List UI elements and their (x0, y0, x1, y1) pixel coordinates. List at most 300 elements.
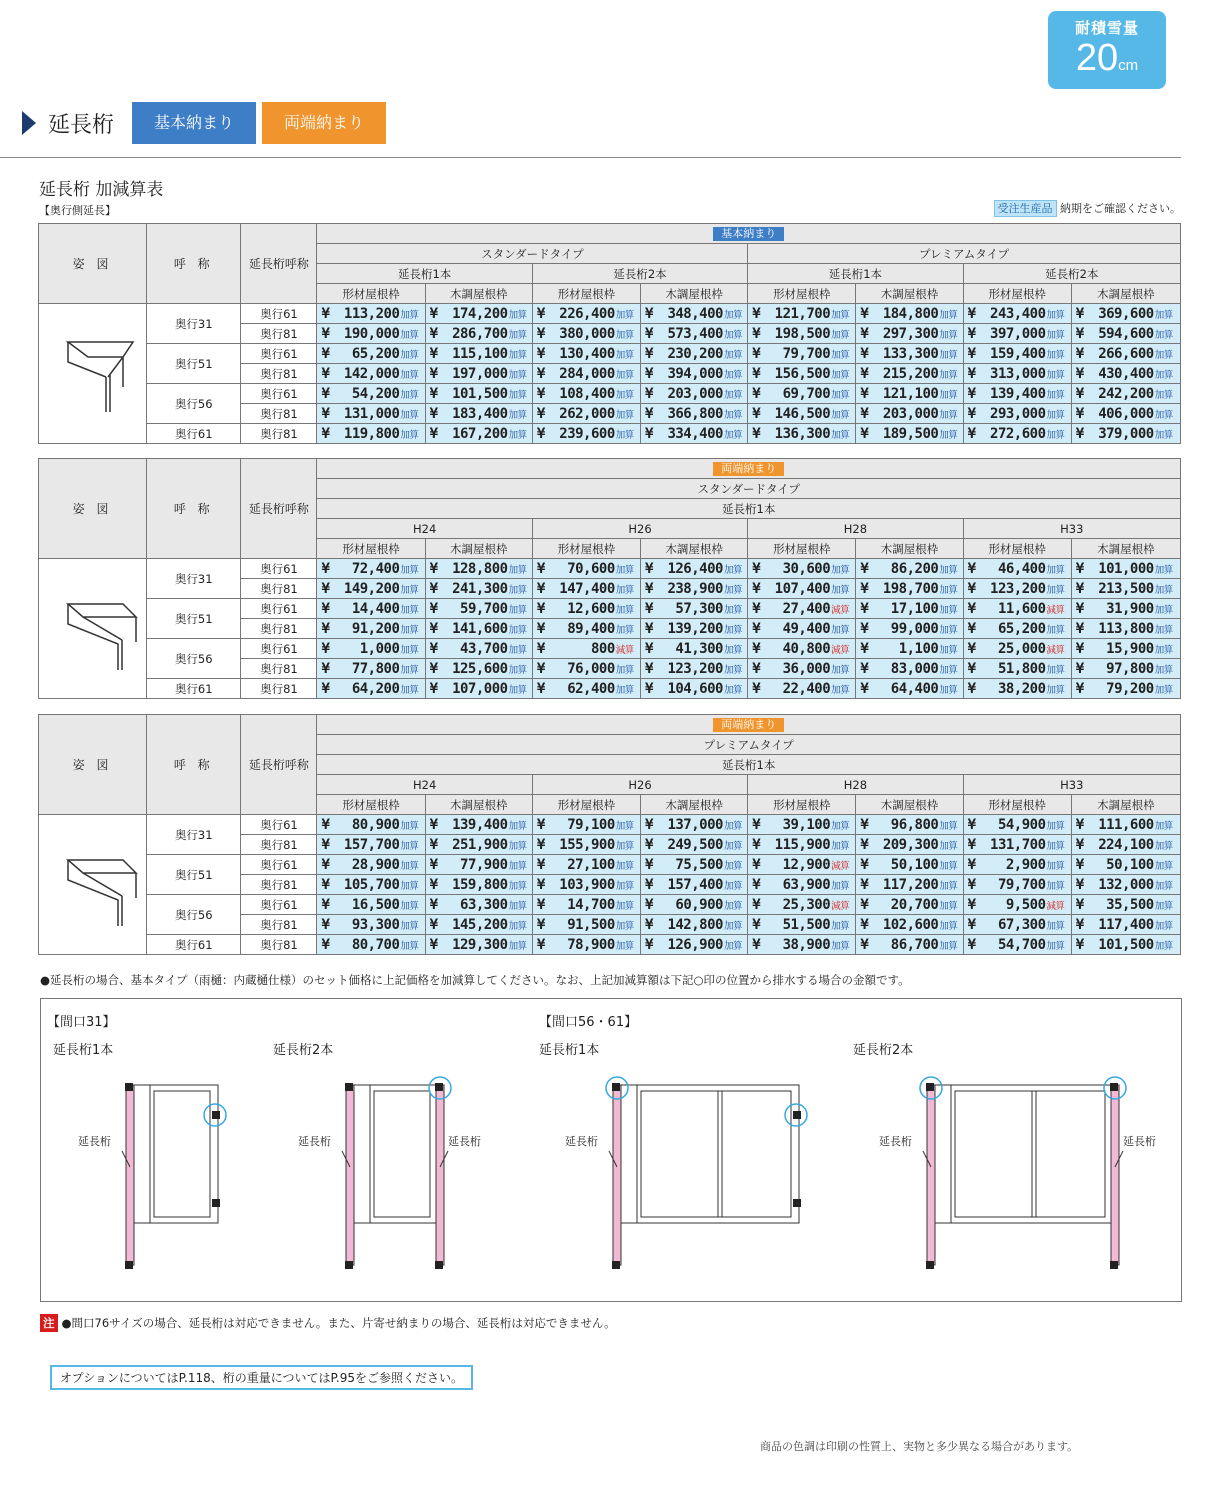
plus-label: 加算 (1046, 664, 1065, 676)
beam-label: 延長桁 (78, 1135, 111, 1148)
table-row (39, 855, 1181, 875)
price-cell (748, 579, 856, 599)
price-value: 183,400 (452, 405, 508, 422)
price-value: 14,400 (351, 600, 400, 617)
drain-diagram-box (40, 998, 1182, 1302)
plus-label: 加算 (400, 644, 419, 656)
yen-sign: ¥ (536, 345, 545, 362)
yen-sign: ¥ (645, 365, 653, 382)
yen-sign: ¥ (321, 325, 330, 342)
plus-label: 加算 (1046, 309, 1065, 321)
price-cell (748, 679, 856, 699)
price-cell (856, 915, 963, 935)
plus-label: 加算 (1154, 564, 1173, 576)
price-cell (963, 855, 1071, 875)
price-cell (425, 579, 532, 599)
yen-sign: ¥ (1075, 345, 1084, 362)
price-cell (748, 619, 856, 639)
plus-label: 加算 (400, 840, 419, 852)
price-cell (1071, 679, 1180, 699)
plus-label: 加算 (615, 349, 634, 361)
plus-label: 加算 (939, 584, 958, 596)
plus-label: 加算 (400, 900, 419, 912)
price-value: 54,200 (351, 385, 400, 402)
price-value: 41,300 (675, 640, 723, 657)
price-cell (532, 324, 640, 344)
price-value: 573,400 (667, 325, 723, 342)
beam-name: 奥行61 (241, 304, 317, 324)
price-cell (317, 875, 425, 895)
frame-wood-header: 木調屋根枠 (425, 795, 532, 815)
beam-name: 奥行81 (241, 424, 317, 444)
price-cell (963, 579, 1071, 599)
price-value: 155,900 (559, 836, 615, 853)
yen-sign: ¥ (321, 620, 330, 637)
minus-label: 減算 (1046, 900, 1065, 912)
price-value: 139,400 (990, 385, 1046, 402)
beam-name: 奥行81 (241, 659, 317, 679)
price-cell (748, 344, 856, 364)
plus-label: 加算 (1046, 624, 1065, 636)
price-value: 379,000 (1098, 425, 1154, 442)
price-value: 133,300 (882, 345, 939, 362)
table-badge-cell (317, 224, 1181, 244)
plus-label: 加算 (723, 369, 742, 381)
price-value: 369,600 (1098, 305, 1154, 322)
price-cell (425, 835, 532, 855)
price-cell (425, 344, 532, 364)
price-value: 272,600 (990, 425, 1046, 442)
note-drain: ●延長桁の場合、基本タイプ（雨樋：内蔵樋仕様）のセット価格に上記価格を加減算してください。なお、上記加減算額は下記○印の位置から排水する場合の金額です。 (40, 973, 910, 987)
frame-metal-header: 形材屋根枠 (317, 795, 425, 815)
yen-sign: ¥ (1075, 405, 1084, 422)
plus-label: 加算 (400, 564, 419, 576)
price-cell (425, 915, 532, 935)
price-cell (748, 855, 856, 875)
price-value: 76,000 (567, 660, 615, 677)
plus-label: 加算 (1154, 309, 1173, 321)
price-value: 147,400 (559, 580, 615, 597)
price-cell (641, 679, 748, 699)
yen-sign: ¥ (536, 660, 545, 677)
plus-label: 加算 (1154, 429, 1173, 441)
yen-sign: ¥ (1075, 325, 1084, 342)
price-value: 141,600 (452, 620, 508, 637)
price-value: 14,700 (567, 896, 615, 913)
price-value: 224,100 (1098, 836, 1154, 853)
plus-label: 加算 (508, 369, 527, 381)
price-value: 430,400 (1098, 365, 1154, 382)
yen-sign: ¥ (967, 425, 976, 442)
yen-sign: ¥ (860, 660, 869, 677)
price-value: 2,900 (1005, 856, 1046, 873)
price-cell (856, 855, 963, 875)
plus-label: 加算 (939, 309, 958, 321)
price-cell (425, 659, 532, 679)
yen-sign: ¥ (860, 580, 869, 597)
price-cell (1071, 659, 1180, 679)
plus-label: 加算 (723, 644, 742, 656)
plus-label: 加算 (1046, 840, 1065, 852)
yen-sign: ¥ (321, 936, 330, 953)
beam-name: 奥行61 (241, 384, 317, 404)
beam-name: 奥行81 (241, 915, 317, 935)
price-value: 101,000 (1098, 560, 1154, 577)
price-value: 27,400 (782, 600, 831, 617)
price-value: 111,600 (1098, 816, 1154, 833)
price-cell (856, 344, 963, 364)
beam-name: 奥行61 (241, 855, 317, 875)
col-head-beam: 延長桁呼称 (241, 715, 317, 815)
plus-label: 加算 (508, 309, 527, 321)
col-head-figure: 姿 図 (39, 715, 147, 815)
yen-sign: ¥ (645, 345, 653, 362)
yen-sign: ¥ (967, 680, 976, 697)
yen-sign: ¥ (321, 680, 330, 697)
plus-label: 加算 (615, 309, 634, 321)
plus-label: 加算 (1154, 624, 1173, 636)
price-cell (963, 619, 1071, 639)
group-header: H26 (532, 519, 747, 539)
beam-name: 奥行81 (241, 875, 317, 895)
yen-sign: ¥ (321, 876, 330, 893)
plus-label: 加算 (508, 584, 527, 596)
plus-label: 加算 (1154, 664, 1173, 676)
price-value: 406,000 (1098, 405, 1154, 422)
yen-sign: ¥ (429, 916, 438, 933)
price-cell (532, 639, 640, 659)
price-cell (317, 619, 425, 639)
price-value: 12,600 (567, 600, 615, 617)
yen-sign: ¥ (429, 305, 438, 322)
price-value: 198,500 (774, 325, 831, 342)
table-row (39, 815, 1181, 835)
price-cell (425, 364, 532, 384)
frame-wood-header: 木調屋根枠 (856, 795, 963, 815)
price-value: 50,100 (1106, 856, 1154, 873)
price-value: 142,800 (667, 916, 723, 933)
price-cell (748, 304, 856, 324)
price-value: 60,900 (675, 896, 723, 913)
plus-label: 加算 (939, 940, 958, 952)
yen-sign: ¥ (645, 385, 653, 402)
price-value: 380,000 (559, 325, 615, 342)
yen-sign: ¥ (536, 816, 545, 833)
col-head-name: 呼 称 (147, 459, 241, 559)
table-badge: 両端納まり (713, 462, 784, 476)
price-cell (856, 384, 963, 404)
yen-sign: ¥ (967, 345, 976, 362)
plus-label: 加算 (1046, 564, 1065, 576)
price-value: 242,200 (1098, 385, 1154, 402)
section-header (22, 102, 392, 144)
price-value: 286,700 (452, 325, 508, 342)
frame-metal-header: 形材屋根枠 (532, 539, 640, 559)
price-cell (748, 599, 856, 619)
price-cell (532, 384, 640, 404)
yen-sign: ¥ (429, 580, 438, 597)
price-cell (532, 815, 640, 835)
price-cell (963, 344, 1071, 364)
frame-wood-header: 木調屋根枠 (641, 795, 748, 815)
price-value: 159,800 (452, 876, 508, 893)
yen-sign: ¥ (321, 836, 330, 853)
type-header: プレミアムタイプ (748, 244, 1181, 264)
yen-sign: ¥ (860, 560, 869, 577)
yen-sign: ¥ (429, 936, 438, 953)
price-cell (317, 815, 425, 835)
figure-cell (39, 815, 147, 955)
yen-sign: ¥ (645, 305, 653, 322)
depth-name: 奥行56 (147, 384, 241, 424)
depth-name: 奥行61 (147, 935, 241, 955)
price-value: 103,900 (559, 876, 615, 893)
price-cell (641, 895, 748, 915)
plus-label: 加算 (939, 920, 958, 932)
price-cell (532, 304, 640, 324)
price-cell (856, 619, 963, 639)
price-value: 105,700 (343, 876, 400, 893)
price-cell (641, 815, 748, 835)
yen-sign: ¥ (860, 305, 869, 322)
price-cell (317, 404, 425, 424)
price-value: 79,700 (997, 876, 1046, 893)
yen-sign: ¥ (1075, 836, 1084, 853)
plus-label: 加算 (831, 409, 850, 421)
price-value: 62,400 (567, 680, 615, 697)
plus-label: 加算 (1046, 329, 1065, 341)
yen-sign: ¥ (752, 856, 761, 873)
price-value: 266,600 (1098, 345, 1154, 362)
price-value: 334,400 (667, 425, 723, 442)
yen-sign: ¥ (752, 405, 761, 422)
price-value: 209,300 (882, 836, 939, 853)
yen-sign: ¥ (1075, 896, 1084, 913)
plus-label: 加算 (723, 900, 742, 912)
plus-label: 加算 (508, 564, 527, 576)
plus-label: 加算 (1046, 880, 1065, 892)
price-value: 99,000 (890, 620, 939, 637)
plus-label: 加算 (723, 389, 742, 401)
depth-name: 奥行31 (147, 815, 241, 855)
beam-name: 奥行81 (241, 935, 317, 955)
yen-sign: ¥ (860, 385, 869, 402)
plus-label: 加算 (400, 309, 419, 321)
yen-sign: ¥ (321, 816, 330, 833)
yen-sign: ¥ (321, 425, 330, 442)
price-value: 91,500 (567, 916, 615, 933)
yen-sign: ¥ (429, 620, 438, 637)
yen-sign: ¥ (536, 640, 545, 657)
tab-basic[interactable]: 基本納まり (132, 102, 256, 144)
yen-sign: ¥ (321, 560, 330, 577)
price-table-1 (38, 223, 1181, 444)
minus-label: 減算 (831, 900, 850, 912)
depth-name: 奥行56 (147, 895, 241, 935)
price-cell (963, 935, 1071, 955)
group-header: 延長桁2本 (963, 264, 1180, 284)
beam-count-header: 延長桁1本 (317, 499, 1181, 519)
price-value: 249,500 (667, 836, 723, 853)
plus-label: 加算 (939, 624, 958, 636)
price-value: 131,700 (990, 836, 1046, 853)
made-to-order-tag: 受注生産品 (994, 200, 1057, 217)
frame-wood-header: 木調屋根枠 (641, 284, 748, 304)
price-cell (1071, 935, 1180, 955)
table-row (39, 639, 1181, 659)
price-value: 113,200 (343, 305, 400, 322)
divider (0, 157, 1181, 158)
plus-label: 加算 (723, 820, 742, 832)
yen-sign: ¥ (429, 425, 438, 442)
frame-wood-header: 木調屋根枠 (856, 539, 963, 559)
plus-label: 加算 (400, 584, 419, 596)
price-cell (856, 579, 963, 599)
price-value: 107,000 (452, 680, 508, 697)
plus-label: 加算 (831, 329, 850, 341)
price-value: 189,500 (882, 425, 939, 442)
yen-sign: ¥ (645, 816, 653, 833)
yen-sign: ¥ (645, 856, 653, 873)
plus-label: 加算 (400, 329, 419, 341)
yen-sign: ¥ (967, 876, 976, 893)
yen-sign: ¥ (536, 680, 545, 697)
price-value: 238,900 (667, 580, 723, 597)
col-head-name: 呼 称 (147, 715, 241, 815)
price-cell (748, 639, 856, 659)
price-cell (425, 639, 532, 659)
price-value: 239,600 (559, 425, 615, 442)
plus-label: 加算 (939, 644, 958, 656)
price-value: 57,300 (675, 600, 723, 617)
plus-label: 加算 (723, 840, 742, 852)
price-cell (856, 895, 963, 915)
plus-label: 加算 (939, 900, 958, 912)
price-cell (963, 404, 1071, 424)
yen-sign: ¥ (321, 580, 330, 597)
plus-label: 加算 (831, 429, 850, 441)
price-cell (856, 659, 963, 679)
price-cell (856, 364, 963, 384)
price-cell (963, 599, 1071, 619)
price-cell (1071, 619, 1180, 639)
plus-label: 加算 (723, 349, 742, 361)
plus-label: 加算 (508, 644, 527, 656)
yen-sign: ¥ (536, 580, 545, 597)
table-row (39, 599, 1181, 619)
price-value: 126,400 (667, 560, 723, 577)
tab-both-ends[interactable]: 両端納まり (262, 102, 386, 144)
plus-label: 加算 (831, 369, 850, 381)
plus-label: 加算 (939, 860, 958, 872)
yen-sign: ¥ (967, 816, 976, 833)
plus-label: 加算 (831, 389, 850, 401)
col-head-figure: 姿 図 (39, 224, 147, 304)
price-cell (641, 855, 748, 875)
price-value: 125,600 (452, 660, 508, 677)
price-cell (748, 915, 856, 935)
price-value: 28,900 (351, 856, 400, 873)
price-cell (425, 304, 532, 324)
plus-label: 加算 (723, 309, 742, 321)
group-header: 延長桁2本 (532, 264, 747, 284)
price-value: 146,500 (774, 405, 831, 422)
col-head-beam: 延長桁呼称 (241, 224, 317, 304)
price-cell (1071, 599, 1180, 619)
price-value: 97,800 (1106, 660, 1154, 677)
plus-label: 加算 (723, 584, 742, 596)
group-header: H26 (532, 775, 747, 795)
yen-sign: ¥ (645, 680, 653, 697)
yen-sign: ¥ (752, 580, 761, 597)
price-value: 15,900 (1106, 640, 1154, 657)
plus-label: 加算 (615, 664, 634, 676)
plus-label: 加算 (939, 429, 958, 441)
price-cell (641, 579, 748, 599)
plus-label: 加算 (1154, 860, 1173, 872)
price-cell (532, 679, 640, 699)
frame-metal-header: 形材屋根枠 (963, 284, 1071, 304)
yen-sign: ¥ (429, 680, 438, 697)
depth-name: 奥行61 (147, 424, 241, 444)
plus-label: 加算 (723, 604, 742, 616)
price-value: 38,200 (997, 680, 1046, 697)
plus-label: 加算 (615, 920, 634, 932)
price-cell (641, 659, 748, 679)
price-value: 11,600 (997, 600, 1046, 617)
price-value: 128,800 (452, 560, 508, 577)
price-value: 38,900 (782, 936, 831, 953)
price-cell (1071, 364, 1180, 384)
yen-sign: ¥ (752, 305, 761, 322)
price-value: 243,400 (990, 305, 1046, 322)
yen-sign: ¥ (860, 816, 869, 833)
plus-label: 加算 (1154, 880, 1173, 892)
yen-sign: ¥ (967, 856, 976, 873)
table-badge: 両端納まり (713, 718, 784, 732)
beam-name: 奥行61 (241, 599, 317, 619)
frame-metal-header: 形材屋根枠 (317, 284, 425, 304)
plus-label: 加算 (1154, 644, 1173, 656)
price-value: 49,400 (782, 620, 831, 637)
table-row (39, 679, 1181, 699)
price-value: 115,900 (774, 836, 831, 853)
price-value: 167,200 (452, 425, 508, 442)
yen-sign: ¥ (645, 620, 653, 637)
price-cell (748, 384, 856, 404)
yen-sign: ¥ (429, 600, 438, 617)
price-cell (748, 364, 856, 384)
plus-label: 加算 (400, 604, 419, 616)
plus-label: 加算 (1046, 429, 1065, 441)
price-value: 65,200 (351, 345, 400, 362)
price-cell (425, 895, 532, 915)
plus-label: 加算 (831, 564, 850, 576)
frame-wood-header: 木調屋根枠 (1071, 284, 1180, 304)
price-value: 35,500 (1106, 896, 1154, 913)
table-row (39, 895, 1181, 915)
plus-label: 加算 (400, 369, 419, 381)
price-value: 156,500 (774, 365, 831, 382)
yen-sign: ¥ (645, 640, 653, 657)
price-value: 139,200 (667, 620, 723, 637)
price-cell (317, 579, 425, 599)
table-row (39, 424, 1181, 444)
plus-label: 加算 (615, 684, 634, 696)
price-cell (641, 619, 748, 639)
table-badge: 基本納まり (713, 227, 784, 241)
price-value: 93,300 (351, 916, 400, 933)
